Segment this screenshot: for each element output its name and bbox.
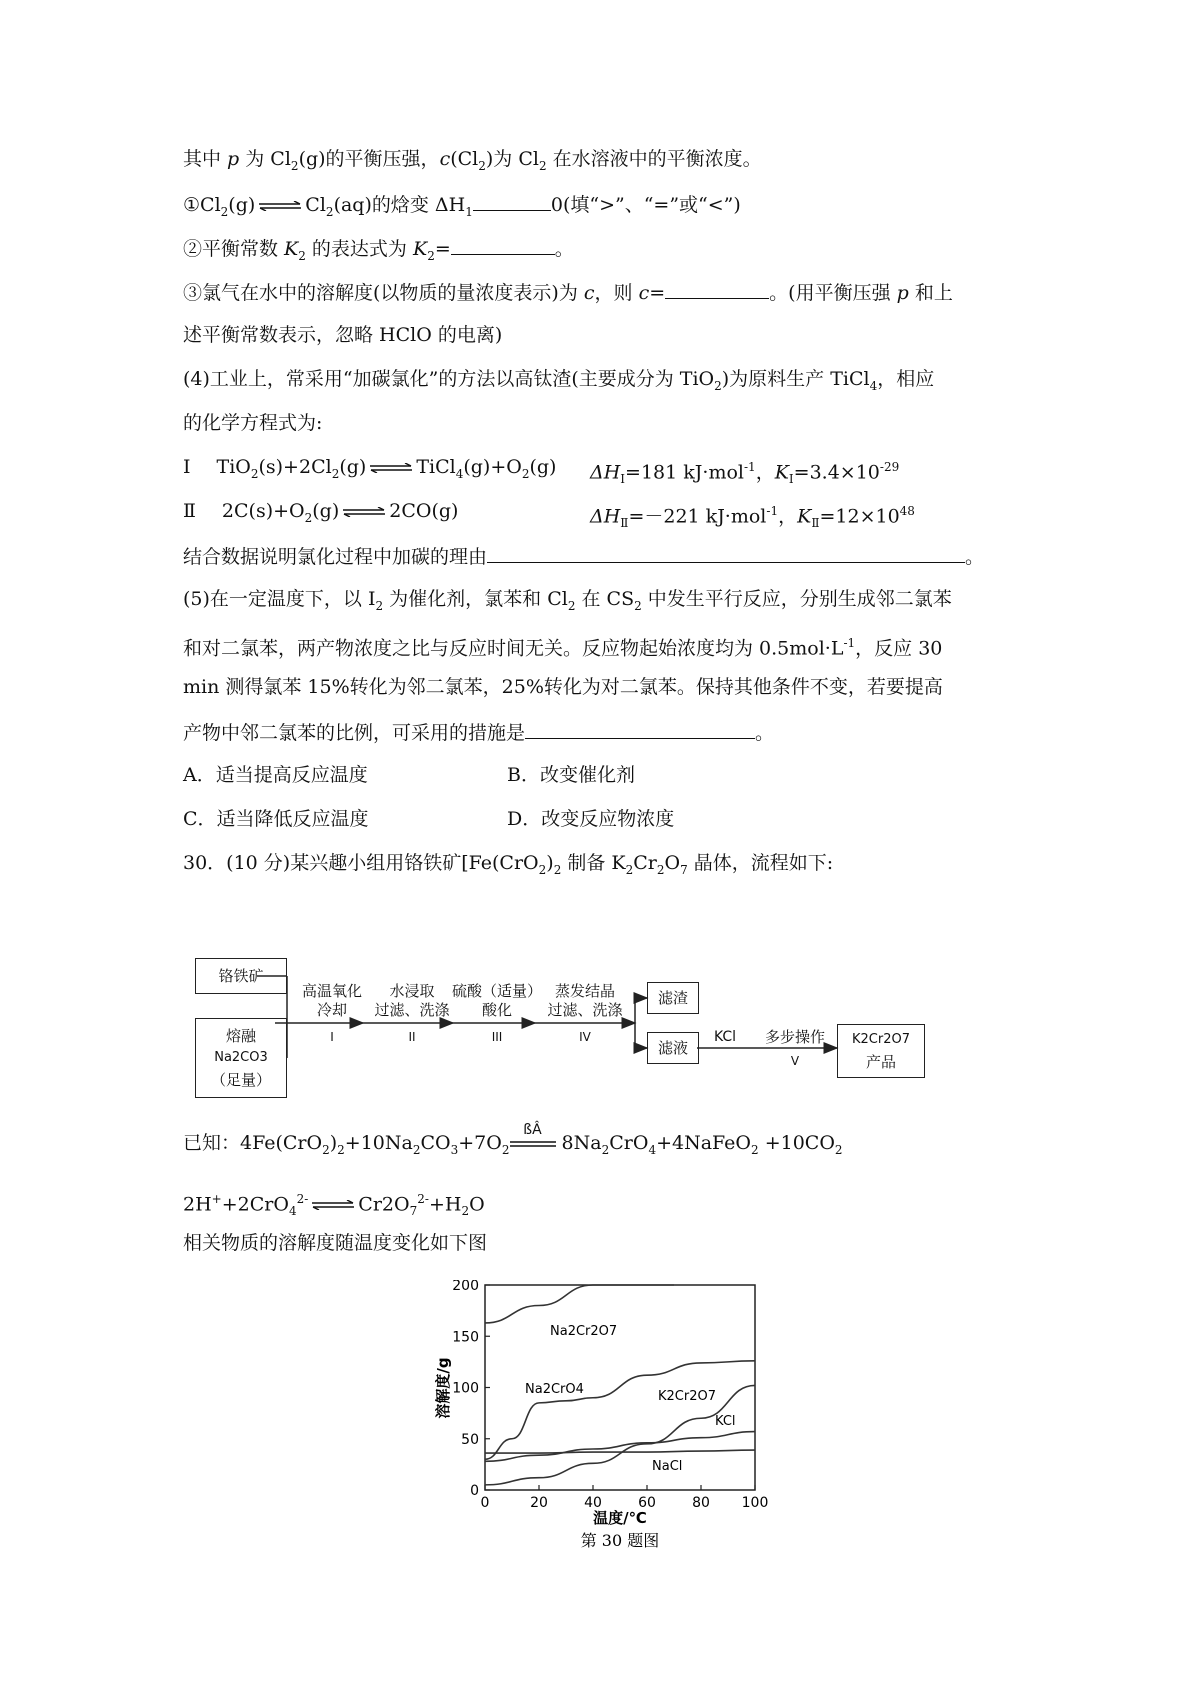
series-label-na2cro4: Na2CrO4 [525,1382,584,1397]
chart-title: 第 30 题图 [580,1531,660,1550]
answer-blank[interactable] [665,278,769,299]
y-axis-label: 溶解度/g [434,1357,452,1419]
text-line-3: ②平衡常数 $K_2$ 的表达式为 $K_2=$ 。 [183,234,574,269]
text-line-5: 述平衡常数表示，忽略 HClO 的电离) [183,324,503,346]
excess-label: （足量） [210,1071,271,1089]
answer-blank[interactable] [451,234,555,255]
answer-blank[interactable] [525,718,755,739]
question-30-heading: 30．(10 分)某兴趣小组用铬铁矿[$Fe(CrO_2)_2$ 制备 $K_2Cr_2O_7$ 晶体，流程如下: [183,852,834,877]
x-tick-label: 0 [480,1495,490,1511]
step-1-number: I [330,1030,334,1044]
text-line-11: (5)在一定温度下，以 $I_2$ 为催化剂，氯苯和 $Cl_2$ 在 $CS_2$ 中发生平行反应，分别生成邻二氯苯 [183,588,952,613]
text-line-1: 其中 p 为 $Cl_2(g)$的平衡压强，$c(Cl_2)$为 $Cl_2$ 在水溶液中的平衡浓度。 [183,148,762,173]
text-line-12: 和对二氯苯，两产物浓度之比与反应时间无关。反应物起始浓度均为 $0.5mol\cdot L^{-1}$，反应 30 [183,636,943,660]
series-line-nacl [485,1450,755,1453]
equilibrium-arrow-icon [311,1200,355,1210]
answer-blank[interactable] [487,542,965,563]
y-tick-label: 150 [452,1329,479,1346]
step-1-label: 高温氧化 冷却 [301,982,362,1019]
product-formula: K2Cr2O7 [852,1032,910,1047]
y-tick-label: 50 [461,1431,479,1448]
step-2-number: II [408,1030,416,1044]
melt-box [195,1018,287,1098]
x-tick-label: 60 [638,1495,656,1511]
option-c[interactable]: C．适当降低反应温度 [183,808,369,830]
filtrate-box: 滤液 [647,1032,699,1064]
product-box [837,1024,925,1078]
text-line-10: 结合数据说明氯化过程中加碳的理由 。 [183,542,984,570]
answer-blank[interactable] [473,190,551,211]
text-line-8: Ⅰ $TiO_2(s)+2Cl_2(g)$ $TiCl_4(g)+O_2(g)$ [183,456,557,481]
solubility-chart [430,1280,780,1550]
x-tick-label: 40 [584,1495,602,1511]
melt-label: 熔融 [225,1027,256,1045]
equilibrium-arrow-icon [369,463,413,473]
y-tick-label: 0 [470,1483,479,1499]
known-equation-1: 已知：$4Fe(CrO_2)_2+10Na_2CO_3+7O_2$ ßÂ $8Na_2CrO_4+4NaFeO_2 +10CO_2$ [183,1122,843,1157]
series-line-na2cr2o7 [485,1285,674,1323]
series-label-k2cr2o7: K2Cr2O7 [658,1389,716,1404]
y-tick-label: 100 [452,1380,479,1397]
equilibrium-arrow-icon [258,201,302,211]
residue-box: 滤渣 [647,982,699,1014]
text-line-6: (4)工业上，常采用“加碳氯化”的方法以高钛渣(主要成分为 TiO$_2$)为原料生产 TiCl$_4$，相应 [183,368,935,393]
option-a[interactable]: A．适当提高反应温度 [183,764,368,786]
text-line-9: Ⅱ $2C(s)+O_2(g)$ 2CO(g) [183,500,459,525]
text-line-14: 产物中邻二氯苯的比例，可采用的措施是 。 [183,718,774,746]
solubility-chart-svg [430,1280,780,1550]
reaction-condition-arrow: ßÂ [510,1130,556,1156]
text-line-2: $①Cl_2(g)$ $Cl_2(aq)$的焓变 $\Delta H_1$ 0(填“>”、“=”或“<”) [183,190,741,225]
step-4-number: IV [579,1030,591,1044]
series-label-nacl: NaCl [652,1459,683,1474]
step-4-label: 蒸发结晶 过滤、洗涤 [547,982,623,1019]
step-2-label: 水浸取 过滤、洗涤 [374,982,450,1019]
step-5-number: V [790,1054,800,1068]
y-tick-label: 200 [452,1280,479,1294]
x-tick-label: 100 [741,1495,769,1511]
series-line-na2cro4 [485,1361,755,1459]
ore-box: 铬铁矿 [195,958,287,994]
known-equation-2: 2H++2CrO$_4^{2-}$ $Cr2O_7^{2-}+H_2O$ [183,1192,485,1219]
series-label-na2cr2o7: Na2Cr2O7 [550,1324,618,1339]
series-label-kcl: KCl [715,1414,736,1429]
x-tick-label: 80 [692,1495,710,1511]
series-line-kcl [485,1432,755,1462]
step-5-label: 多步操作 [764,1028,825,1046]
option-d[interactable]: D．改变反应物浓度 [507,808,675,830]
step-3-number: III [491,1030,503,1044]
step-3-label: 硫酸（适量） 酸化 [451,982,542,1019]
text-line-9-right: $\Delta H_Ⅱ=-221$ kJ·mol$^{-1}$，$K_Ⅱ=12\times 10^{48}$ [590,504,915,531]
text-line-13: min 测得氯苯 15%转化为邻二氯苯，25%转化为对二氯苯。保持其他条件不变，若要提高 [183,676,943,698]
x-tick-label: 20 [530,1495,548,1511]
text-line-8-right: $\Delta H_Ⅰ=181$ kJ·mol$^{-1}$，$K_Ⅰ=3.4\times 10^{-29}$ [590,460,900,487]
na2co3-label: Na2CO3 [214,1050,268,1065]
product-label: 产品 [865,1053,896,1071]
chart-intro-text: 相关物质的溶解度随温度变化如下图 [183,1232,488,1254]
text-line-4: ③氯气在水中的溶解度(以物质的量浓度表示)为 c，则 c= 。(用平衡压强 p 和上 [183,278,953,306]
process-flow-diagram [195,958,1015,1098]
option-b[interactable]: B．改变催化剂 [507,764,635,786]
equilibrium-arrow-icon [342,507,386,517]
text-line-7: 的化学方程式为: [183,412,323,434]
x-axis-label: 温度/℃ [593,1509,647,1527]
kcl-label: KCl [713,1029,737,1045]
